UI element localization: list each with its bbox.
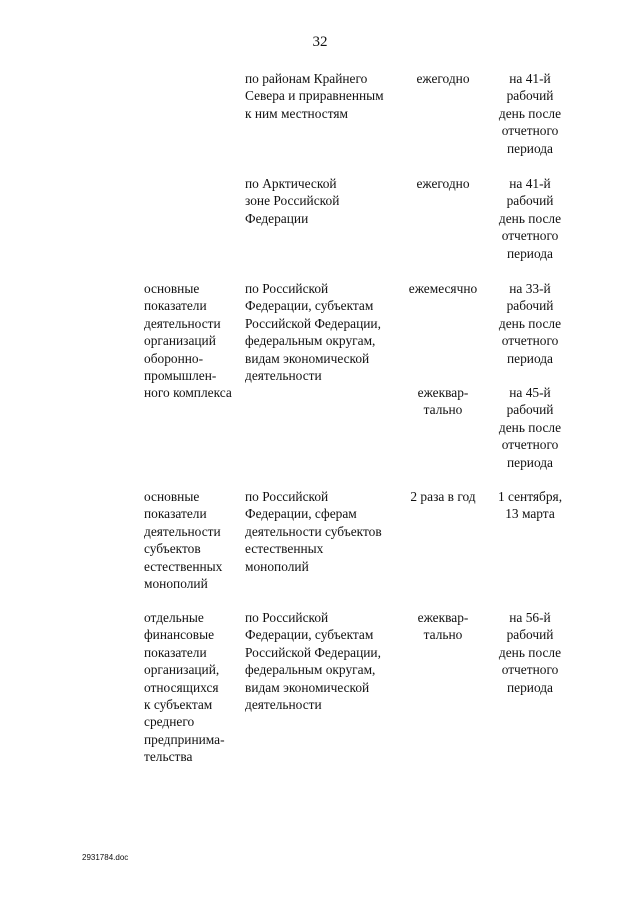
detail-cell: по Российской Федерации, сферам деятельности субъектов естественных монополий bbox=[245, 489, 382, 574]
detail-cell: по Арктической зоне Российской Федерации bbox=[245, 176, 340, 226]
indicator-cell: основные показатели деятельности организаций оборонно- промышлен- ного комплекса bbox=[144, 281, 232, 401]
detail-cell: по районам Крайнего Севера и приравненным к ним местностям bbox=[245, 71, 384, 121]
deadline-cell: на 41-й рабочий день после отчетного периода bbox=[498, 176, 562, 261]
deadline-cell: на 45-й рабочий день после отчетного периода bbox=[498, 385, 562, 470]
deadline-cell: 1 сентября, 13 марта bbox=[497, 489, 563, 522]
periodicity-cell: ежеквар- тально bbox=[417, 610, 469, 643]
detail-cell: по Российской Федерации, субъектам Российской Федерации, федеральным округам, видам экономической деятельности bbox=[245, 610, 381, 713]
periodicity-cell: ежеквар- тально bbox=[417, 385, 469, 418]
periodicity-cell: ежегодно bbox=[416, 71, 470, 86]
deadline-cell: на 33-й рабочий день после отчетного периода bbox=[498, 281, 562, 366]
indicator-cell: основные показатели деятельности субъектов естественных монополий bbox=[144, 489, 223, 592]
deadline-cell: на 41-й рабочий день после отчетного периода bbox=[498, 71, 562, 156]
periodicity-cell: 2 раза в год bbox=[410, 489, 476, 504]
page-number: 32 bbox=[312, 34, 328, 50]
periodicity-cell: ежегодно bbox=[416, 176, 470, 191]
periodicity-cell: ежемесячно bbox=[408, 281, 478, 296]
document-filename: 2931784.doc bbox=[82, 853, 129, 862]
indicator-cell: отдельные финансовые показатели организаций, относящихся к субъектам среднего предпринима- тельства bbox=[144, 610, 225, 765]
deadline-cell: на 56-й рабочий день после отчетного периода bbox=[498, 610, 562, 695]
detail-cell: по Российской Федерации, субъектам Российской Федерации, федеральным округам, видам экономической деятельности bbox=[245, 281, 381, 384]
